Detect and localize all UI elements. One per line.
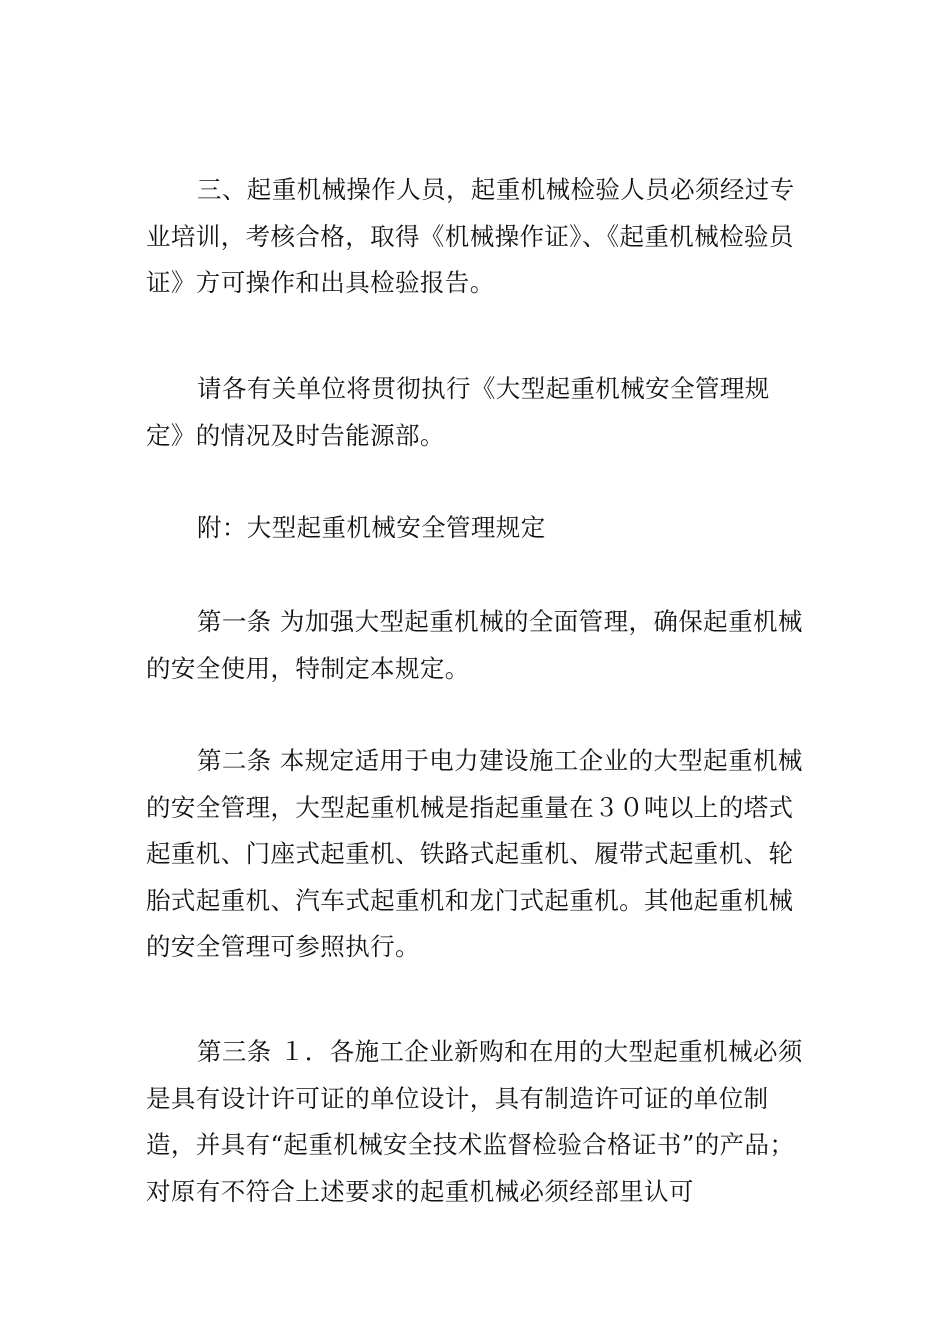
paragraph-operator-certification: 三、起重机械操作人员，起重机械检验人员必须经过专业培训，考核合格，取得《机械操作证》、《起重机械检验员证》方可操作和出具检验报告。 bbox=[146, 175, 795, 297]
paragraph-implementation-report: 请各有关单位将贯彻执行《大型起重机械安全管理规定》的情况及时告能源部。 bbox=[146, 374, 770, 450]
paragraph-article-2: 第二条 本规定适用于电力建设施工企业的大型起重机械的安全管理，大型起重机械是指起重量在３０吨以上的塔式起重机、门座式起重机、铁路式起重机、履带式起重机、轮胎式起重机、汽车式起重机和龙门式起重机。其他起重机械的安全管理可参照执行。 bbox=[146, 746, 803, 961]
paragraph-article-1: 第一条 为加强大型起重机械的全面管理，确保起重机械的安全使用，特制定本规定。 bbox=[146, 607, 803, 683]
paragraph-attachment-title: 附：大型起重机械安全管理规定 bbox=[197, 513, 546, 542]
paragraph-article-3: 第三条 １．各施工企业新购和在用的大型起重机械必须是具有设计许可证的单位设计，具有制造许可证的单位制造，并具有“起重机械安全技术监督检验合格证书”的产品；对原有不符合上述要求的起重机械必须经部里认可 bbox=[146, 1037, 803, 1206]
